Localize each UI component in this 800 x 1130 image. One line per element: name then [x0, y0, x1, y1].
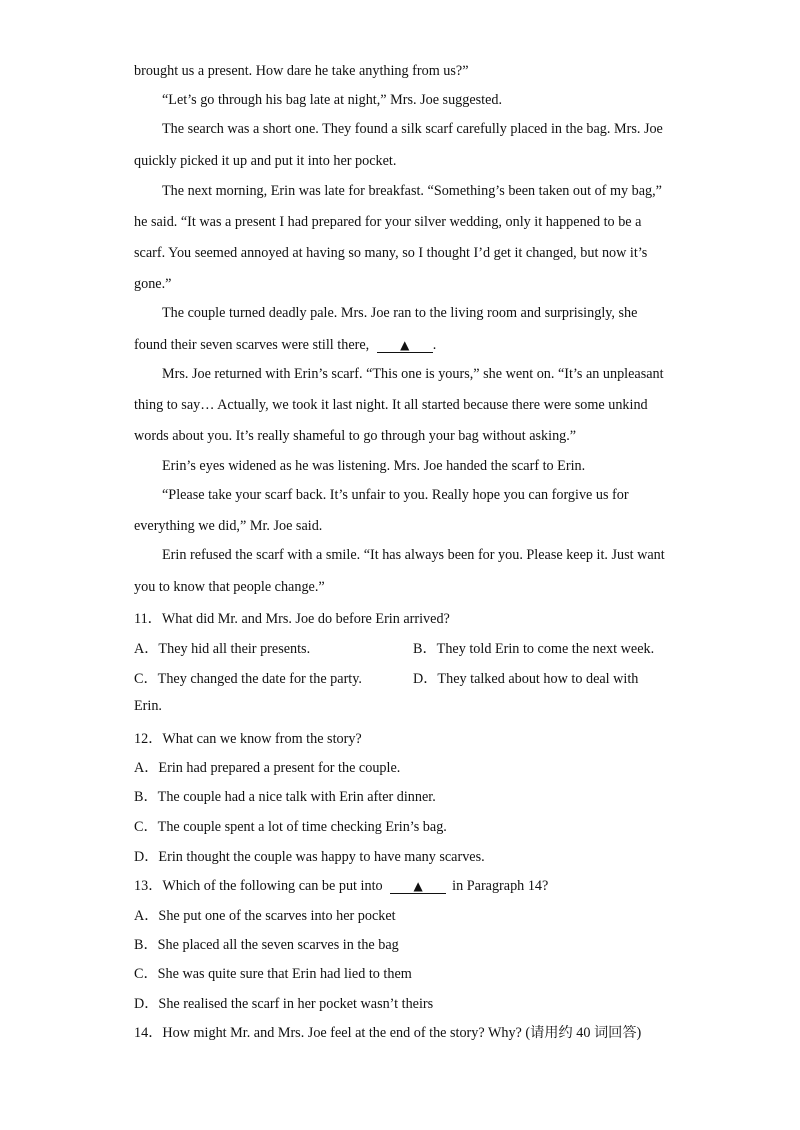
question-stem-text: in Paragraph 14?	[452, 878, 549, 894]
answer-blank	[390, 879, 446, 894]
question-stem: 14．How might Mr. and Mrs. Joe feel at the end of the story? Why? (请用约 40 词回答)	[134, 1025, 642, 1041]
option-d: D．Erin thought the couple was happy to have many scarves.	[134, 849, 485, 865]
passage-line: “Let’s go through his bag late at night,” Mrs. Joe suggested.	[162, 92, 503, 108]
answer-blank	[377, 338, 433, 353]
question-stem-text: 13．Which of the following can be put into	[134, 878, 383, 894]
passage-line: The next morning, Erin was late for breakfast. “Something’s been taken out of my bag,”	[162, 183, 662, 199]
passage-line: scarf. You seemed annoyed at having so many, so I thought I’d get it changed, but now it’s	[134, 245, 648, 261]
passage-line: he said. “It was a present I had prepared for your silver wedding, only it happened to be a	[134, 214, 642, 230]
passage-line: Mrs. Joe returned with Erin’s scarf. “This one is yours,” she went on. “It’s an unpleasant	[162, 366, 664, 382]
passage-line: “Please take your scarf back. It’s unfair to you. Really hope you can forgive us for	[162, 487, 629, 503]
option-c: C．She was quite sure that Erin had lied to them	[134, 966, 412, 982]
passage-text: found their seven scarves were still there,	[134, 337, 370, 353]
passage-line: The couple turned deadly pale. Mrs. Joe ran to the living room and surprisingly, she	[162, 305, 638, 321]
option-b: B．The couple had a nice talk with Erin after dinner.	[134, 789, 436, 805]
option-d-continued: Erin.	[134, 698, 162, 714]
passage-line: Erin’s eyes widened as he was listening. Mrs. Joe handed the scarf to Erin.	[162, 458, 586, 474]
passage-line: everything we did,” Mr. Joe said.	[134, 518, 323, 534]
option-a: A．They hid all their presents.	[134, 641, 311, 657]
question-stem-with-blank	[134, 875, 548, 895]
question-stem: 11．What did Mr. and Mrs. Joe do before Erin arrived?	[134, 611, 450, 627]
triangle-marker-icon: ▲	[400, 338, 410, 352]
option-b: B．They told Erin to come the next week.	[413, 641, 655, 657]
passage-line: you to know that people change.”	[134, 579, 325, 595]
passage-line-with-blank	[134, 337, 436, 354]
passage-line: brought us a present. How dare he take anything from us?”	[134, 63, 469, 79]
option-c: C．They changed the date for the party.	[134, 671, 362, 687]
option-a: A．She put one of the scarves into her pocket	[134, 908, 396, 924]
option-d: D．They talked about how to deal with	[413, 671, 639, 687]
option-c: C．The couple spent a lot of time checking Erin’s bag.	[134, 819, 447, 835]
passage-line: quickly picked it up and put it into her pocket.	[134, 153, 397, 169]
option-a: A．Erin had prepared a present for the couple.	[134, 760, 401, 776]
passage-text: .	[432, 337, 437, 353]
question-stem: 12．What can we know from the story?	[134, 731, 362, 747]
passage-line: words about you. It’s really shameful to go through your bag without asking.”	[134, 428, 577, 444]
triangle-marker-icon: ▲	[413, 879, 423, 893]
passage-line: gone.”	[134, 276, 172, 292]
passage-line: The search was a short one. They found a silk scarf carefully placed in the bag. Mrs. Joe	[162, 121, 663, 137]
passage-line: thing to say… Actually, we took it last night. It all started because there were some unkind	[134, 397, 648, 413]
passage-line: Erin refused the scarf with a smile. “It has always been for you. Please keep it. Just want	[162, 547, 665, 563]
option-d: D．She realised the scarf in her pocket wasn’t theirs	[134, 996, 434, 1012]
option-b: B．She placed all the seven scarves in the bag	[134, 937, 399, 953]
